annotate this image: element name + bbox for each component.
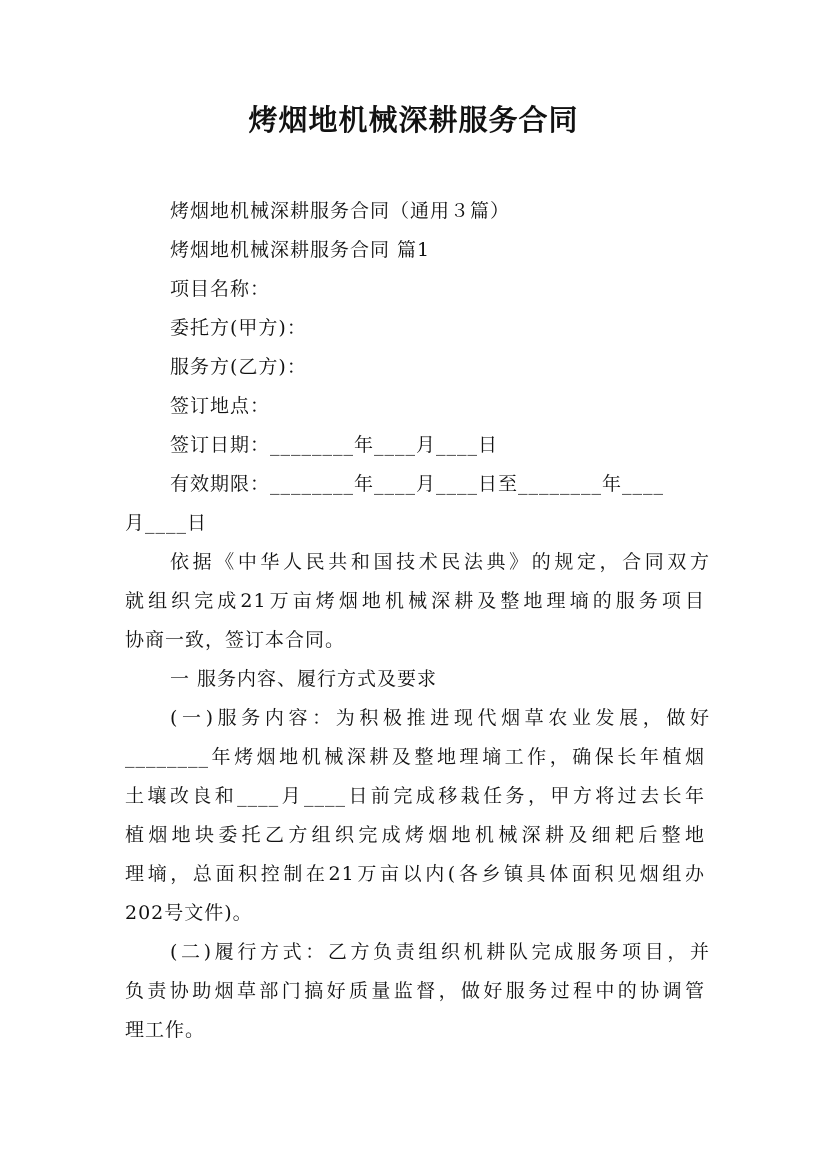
paragraph-line: 负责协助烟草部门搞好质量监督，做好服务过程中的协调管: [125, 980, 705, 1002]
sign-date-field: 签订日期：________年____月____日: [170, 434, 499, 456]
paragraph-line: 协商一致，签订本合同。: [125, 629, 346, 651]
paragraph-line: 依据《中华人民共和国技术民法典》的规定，合同双方: [170, 551, 710, 573]
paragraph-line: 202号文件)。: [125, 902, 253, 924]
paragraph-line: (一)服务内容：为积极推进现代烟草农业发展，做好: [170, 707, 710, 729]
party-a-field: 委托方(甲方)：: [170, 317, 307, 339]
party-b-field: 服务方(乙方)：: [170, 356, 307, 378]
subtitle-line: 烤烟地机械深耕服务合同（通用３篇）: [170, 200, 511, 222]
paragraph-line: 理工作。: [125, 1019, 206, 1041]
paragraph-line: ________年烤烟地机械深耕及整地理墒工作，确保长年植烟: [125, 746, 705, 768]
validity-period-field: 有效期限：________年____月____日至________年____: [170, 473, 665, 495]
project-name-field: 项目名称：: [170, 278, 271, 300]
paragraph-line: 植烟地块委托乙方组织完成烤烟地机械深耕及细耙后整地: [125, 824, 705, 846]
document-title: 烤烟地机械深耕服务合同: [248, 103, 579, 137]
paragraph-line: 理墒，总面积控制在21万亩以内(各乡镇具体面积见烟组办: [125, 863, 705, 885]
sign-location-field: 签订地点：: [170, 395, 271, 417]
paragraph-line: 土壤改良和____月____日前完成移栽任务，甲方将过去长年: [125, 785, 705, 807]
section-heading: 烤烟地机械深耕服务合同 篇1: [170, 239, 431, 261]
clause-heading: 一 服务内容、履行方式及要求: [170, 668, 438, 690]
paragraph-line: 就组织完成21万亩烤烟地机械深耕及整地理墒的服务项目: [125, 590, 705, 612]
validity-period-continued: 月____日: [125, 512, 208, 534]
paragraph-line: (二)履行方式：乙方负责组织机耕队完成服务项目，并: [170, 941, 710, 963]
